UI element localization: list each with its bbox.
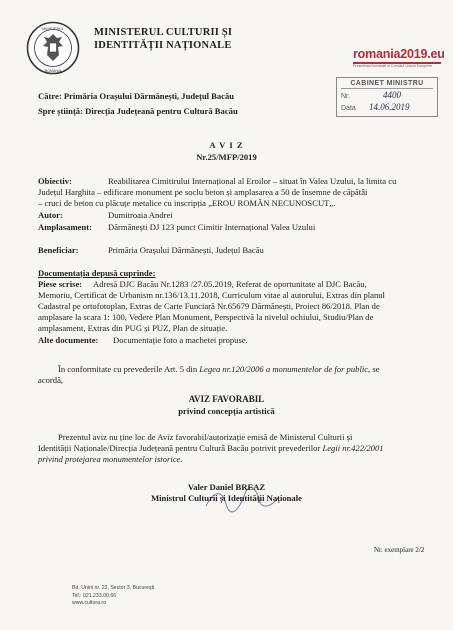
svg-text:ROMÂNIA: ROMÂNIA (44, 69, 62, 73)
amplasament-value: Dărmănești DJ 123 punct Cimitir Internațional Valea Uzului (108, 222, 316, 232)
signature-name: Valer Daniel BREAZ (187, 482, 266, 492)
obiectiv-line-3: – cruci de beton cu plăcuțe metalice cu inscripția „EROU ROMÂN NECUNOSCUT„. (38, 198, 336, 208)
logo-brand: romania2019.eu (353, 47, 445, 61)
document-number: Nr.25/MFP/2019 (196, 152, 257, 162)
beneficiar-label: Beneficiar: (38, 245, 79, 255)
disclaimer-line-1: Prezentul aviz nu ține loc de Aviz favorabil/autorizație emisă de Ministerul Culturii și (58, 432, 353, 442)
piese-scrise-line-5: amplasament, Extras din PUG și PUZ, Plan de situație. (38, 323, 228, 333)
conformity-prefix: În conformitate cu prevederile Art. 5 din (58, 364, 200, 374)
alte-documente-label: Alte documente: (38, 335, 99, 345)
piese-scrise-line-4: amplasare la scara 1: 100, Vedere Plan Monument, Perspectivă la nivelul ochiului, Studiu/Plan de (38, 312, 374, 322)
footer-line-3: www.cultura.ro (72, 600, 107, 606)
ministry-line-2: IDENTITĂȚII NAȚIONALE (94, 40, 232, 51)
conformity-suffix: , se (368, 364, 380, 374)
conformity-line-1 (58, 364, 380, 375)
conformity-law: Legea nr.120/2006 a monumentelor de for public (199, 364, 369, 374)
stamp-title: CABINET MINISTRU (341, 80, 433, 89)
footer-line-2: Tel.: 021.233.00.66 (72, 592, 117, 599)
conformity-line-2: acordă, (38, 375, 64, 385)
disclaimer-line-3: privind protejarea monumentelor istorice. (38, 454, 183, 464)
presidency-logo (353, 47, 445, 68)
piese-scrise-line-2: Memoriu, Certificat de Urbanism nr.136/13.11.2018, Curriculum vitae al autorului, Extras din planul (38, 290, 385, 300)
documentation-heading: Documentația depusă cuprinde: (38, 268, 156, 278)
document-heading: A V I Z (209, 140, 244, 150)
logo-tagline: Președinția României la Consiliul Uniunii Europene (353, 64, 432, 68)
autor-value: Dumitroaia Andrei (108, 210, 173, 220)
disclaimer-line-2-text: Identității Naționale/Direcția Județeană pentru Cultură Bacău potrivit prevederilor (38, 443, 323, 453)
stamp-date-label: Data (341, 105, 356, 112)
registration-stamp (336, 77, 438, 117)
obiectiv-line-1: Reabilitarea Cimitirului Internațional al Eroilor – situat în Valea Uzului, la limita cu (108, 176, 397, 186)
stamp-date-value: 14.06.2019 (369, 102, 410, 112)
copies-count: Nr. exemplare 2/2 (374, 546, 425, 554)
alte-documente-value: Documentație foto a machetei propuse. (113, 335, 248, 345)
ministry-title (94, 26, 232, 52)
stamp-nr-value: 4400 (383, 90, 401, 100)
footer-address (72, 585, 154, 608)
disclaimer-law: Legii nr.422/2001 (322, 443, 384, 453)
obiectiv-line-2: Județul Harghita – edificare monument pe soclu beton și amplasarea a 50 de însemne de căpătâi (38, 187, 368, 197)
disclaimer-line-2 (38, 443, 384, 454)
verdict-subtitle: privind concepția artistică (178, 406, 275, 416)
footer-line-1: Bd. Unirii nr. 22, Sector 3, București (72, 585, 155, 591)
autor-label: Autor: (38, 210, 63, 220)
piese-scrise-line-1: Adresă DJC Bacău Nr.1283 /27.05.2019, Referat de oportunitate al DJC Bacău, (93, 279, 367, 289)
piese-scrise-line-3: Cadastral pe ortofotoplan, Extras de Carte Funciară Nr.65679 Dărmănești, Proiect 86/2018. Plan de (38, 301, 380, 311)
ministry-line-1: MINISTERUL CULTURII ȘI (94, 27, 233, 38)
verdict-title: AVIZ FAVORABIL (188, 394, 265, 404)
stamp-nr-label: Nr. (341, 93, 350, 100)
amplasament-label: Amplasament: (38, 222, 92, 232)
svg-text:MINISTERUL: MINISTERUL (42, 27, 64, 31)
beneficiar-value: Primăria Orașului Dărmănești, Județul Bacău (108, 245, 264, 255)
ministry-seal-icon (26, 21, 80, 75)
addressee-spre-stiinta: Spre știință: Direcția Județeană pentru Cultură Bacău (38, 106, 238, 116)
signature-title: Ministrul Culturii și Identității Naționale (151, 493, 302, 503)
addressee-catre: Către: Primăria Orașului Dărmănești, Județul Bacău (38, 91, 235, 101)
obiectiv-label: Obiectiv: (38, 176, 72, 186)
piese-scrise-label: Piese scrise: (38, 279, 83, 289)
